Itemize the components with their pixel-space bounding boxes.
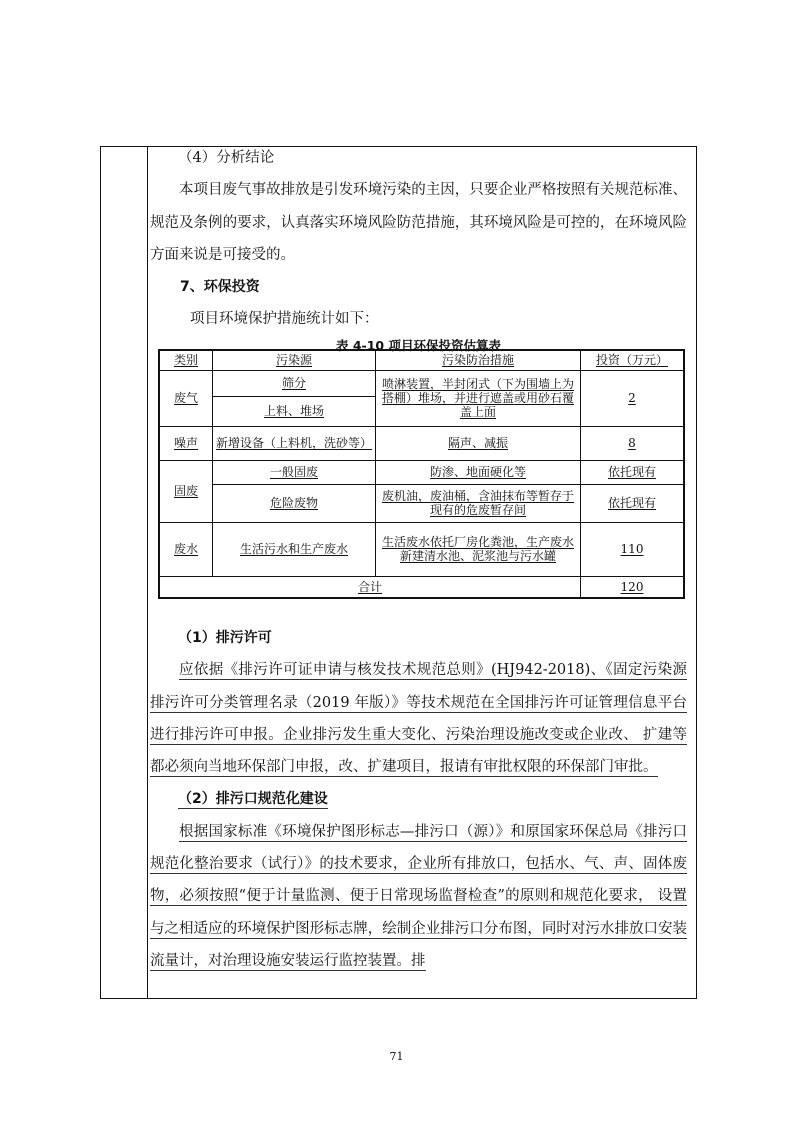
table-row xyxy=(159,426,684,460)
cell-category-water: 废水 xyxy=(159,522,213,576)
cell-category-gas: 废气 xyxy=(159,370,213,426)
cell-source-hazardous: 危险废物 xyxy=(213,484,376,522)
table-row xyxy=(159,522,684,576)
frame-column-divider xyxy=(147,147,148,998)
cell-total-label: 合计 xyxy=(159,576,581,598)
table-row xyxy=(159,484,684,522)
cell-total-value: 120 xyxy=(581,576,685,598)
cell-measure-gas: 喷淋装置，半封闭式（下为围墙上为搭棚）堆场，并进行遮盖或用砂石覆盖上面 xyxy=(376,370,581,426)
cell-invest-noise: 8 xyxy=(581,426,685,460)
page-number: 71 xyxy=(389,1050,404,1063)
permit-paragraph-text: 应依据《排污许可证申请与核发技术规范总则》(HJ942-2018)、《固定污染源排污许可分类管理名录（2019 年版）》等技术规范在全国排污许可证管理信息平台进行排污许可申报。企业排污发生重大变化、污染治理设施改变或企业改、 扩建等都必须向当地环保部门申报，改、扩建项目，报请有审批权限的环保部门审批。 xyxy=(150,662,687,776)
outlet-paragraph xyxy=(150,816,687,977)
invest-intro: 项目环境保护措施统计如下： xyxy=(190,311,379,328)
table-header-row xyxy=(159,350,684,370)
col-header-investment: 投资（万元） xyxy=(581,350,685,370)
permit-heading-text: （1）排污许可 xyxy=(178,630,272,646)
cell-invest-hazardous: 依托现有 xyxy=(581,484,685,522)
cell-invest-gas: 2 xyxy=(581,370,685,426)
analysis-heading: （4）分析结论 xyxy=(178,150,275,166)
investment-table xyxy=(158,349,685,599)
permit-heading xyxy=(150,622,687,654)
table-total-row xyxy=(159,576,684,598)
cell-source-loading: 上料、堆场 xyxy=(213,396,376,426)
cell-measure-hazardous: 废机油，废油桶，含油抹布等暂存于现有的危废暂存间 xyxy=(376,484,581,522)
table-row xyxy=(159,460,684,484)
cell-category-solid: 固废 xyxy=(159,460,213,522)
cell-source-noise: 新增设备（上料机，洗砂等） xyxy=(213,426,376,460)
content-area-lower xyxy=(150,622,687,977)
col-header-category: 类别 xyxy=(159,350,213,370)
cell-source-general-solid: 一般固废 xyxy=(213,460,376,484)
outlet-paragraph-text: 根据国家标准《环境保护图形标志—排污口（源）》和原国家环保总局《排污口规范化整治要求（试行）》的技术要求，企业所有排放口，包括水、气、声、固体废物，必须按照“便于计量监测、便于日常现场监督检查”的原则和规范化要求， 设置与之相适应的环境保护图形标志牌，绘制企业排污口分布图，同时对污水排放口安装流量计，对治理设施安装运行监控装置。排 xyxy=(150,823,687,969)
cell-source-screening: 筛分 xyxy=(213,370,376,396)
content-area xyxy=(150,146,687,354)
permit-paragraph xyxy=(150,654,687,783)
cell-measure-water: 生活废水依托厂房化粪池，生产废水新建清水池、泥浆池与污水罐 xyxy=(376,522,581,576)
analysis-paragraph: 本项目废气事故排放是引发环境污染的主因，只要企业严格按照有关规范标准、规范及条例的要求，认真落实环境风险防范措施，其环境风险是可控的，在环境风险方面来说是可接受的。 xyxy=(150,182,687,263)
table-row xyxy=(159,370,684,396)
cell-invest-water: 110 xyxy=(581,522,685,576)
col-header-source: 污染源 xyxy=(213,350,376,370)
cell-measure-noise: 隔声、减振 xyxy=(376,426,581,460)
col-header-measure: 污染防治措施 xyxy=(376,350,581,370)
cell-category-noise: 噪声 xyxy=(159,426,213,460)
invest-heading: 7、环保投资 xyxy=(180,279,260,296)
cell-source-water: 生活污水和生产废水 xyxy=(213,522,376,576)
table-caption: 表 4-10 项目环保投资估算表 xyxy=(336,337,501,353)
outlet-heading xyxy=(150,783,687,815)
cell-invest-general-solid: 依托现有 xyxy=(581,460,685,484)
cell-measure-general-solid: 防渗、地面硬化等 xyxy=(376,460,581,484)
outlet-heading-text: （2）排污口规范化建设 xyxy=(178,791,328,808)
